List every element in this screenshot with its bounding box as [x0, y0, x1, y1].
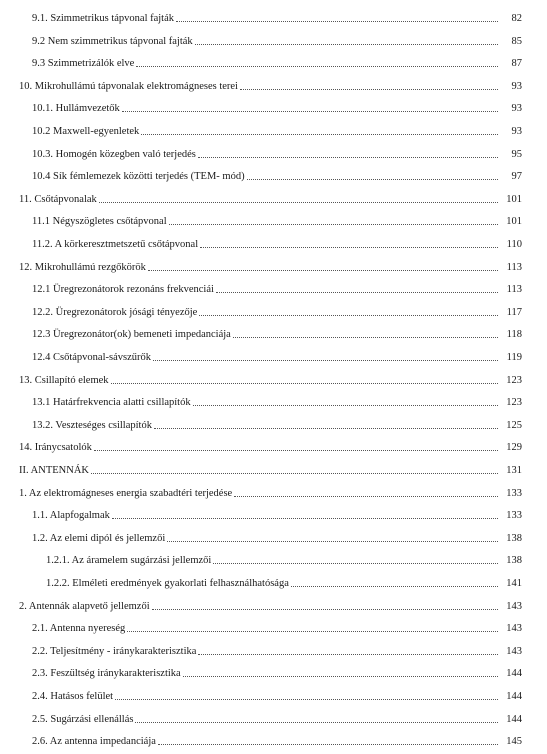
dot-leader	[154, 428, 498, 429]
dot-leader	[247, 179, 498, 180]
toc-entry-title: 11.2. A körkeresztmetszetű csőtápvonal	[32, 239, 199, 250]
dot-leader	[122, 111, 498, 112]
toc-entry-title: 12.1 Üregrezonátorok rezonáns frekvenciái	[32, 284, 214, 296]
toc-entry[interactable]	[0, 478, 547, 500]
toc-entry-title: 13.2. Veszteséges csillapítók	[32, 419, 152, 431]
dot-leader	[213, 563, 498, 564]
toc-entry-page-number: 125	[506, 419, 522, 431]
toc-entry-title: 12.4 Csőtápvonal-sávszűrők	[32, 352, 151, 363]
dot-leader	[141, 134, 498, 135]
toc-entry-title: 1.2.2. Elméleti eredmények gyakorlati felhasználhatósága	[46, 578, 289, 589]
dot-leader	[198, 157, 498, 158]
toc-entry[interactable]	[0, 523, 547, 545]
toc-entry-title: 11. Csőtápvonalak	[19, 193, 97, 205]
toc-entry-page-number: 101	[506, 216, 522, 228]
toc-entry-title: 10.2 Maxwell-egyenletek	[32, 126, 140, 137]
toc-entry[interactable]	[0, 342, 547, 364]
toc-entry[interactable]	[0, 455, 547, 477]
toc-entry-title: 2.5. Sugárzási ellenállás	[32, 713, 134, 725]
dot-leader	[91, 473, 498, 474]
dot-leader	[99, 202, 498, 203]
toc-entry-page-number: 143	[506, 645, 522, 657]
dot-leader	[115, 699, 498, 700]
dot-leader	[216, 292, 498, 293]
toc-entry-title: 1.2. Az elemi dipól és jellemzői	[32, 532, 166, 544]
toc-entry-title: 10.1. Hullámvezetők	[32, 103, 120, 115]
toc-entry-page-number: 117	[506, 306, 522, 318]
toc-entry[interactable]	[0, 206, 547, 228]
toc-entry-page-number: 87	[511, 58, 522, 70]
dot-leader	[234, 496, 498, 497]
toc-entry[interactable]	[0, 681, 547, 703]
toc-entry[interactable]	[0, 545, 547, 567]
toc-entry[interactable]	[0, 704, 547, 726]
toc-entry[interactable]	[0, 568, 547, 590]
toc-entry-page-number: 118	[506, 329, 522, 341]
dot-leader	[127, 631, 498, 632]
toc-entry[interactable]	[0, 71, 547, 93]
toc-entry-title: 14. Iránycsatolók	[19, 442, 92, 454]
toc-entry-title: 1.1. Alapfogalmak	[32, 510, 110, 522]
dot-leader	[233, 337, 498, 338]
toc-entry-page-number: 101	[506, 193, 522, 205]
toc-entry-page-number: 141	[506, 578, 522, 589]
toc-entry-page-number: 138	[506, 555, 522, 567]
toc-entry[interactable]	[0, 613, 547, 635]
toc-entry-page-number: 113	[506, 261, 522, 273]
toc-entry-page-number: 144	[506, 691, 522, 702]
toc-entry-page-number: 131	[506, 465, 522, 476]
toc-entry[interactable]	[0, 658, 547, 680]
toc-entry-title: 9.1. Szimmetrikus tápvonal fajták	[32, 13, 175, 24]
toc-entry-title: 2. Antennák alapvető jellemzői	[19, 600, 150, 612]
dot-leader	[136, 66, 498, 67]
toc-entry-page-number: 93	[511, 126, 522, 137]
toc-entry[interactable]	[0, 229, 547, 251]
toc-entry-title: 13. Csillapító elemek	[19, 374, 109, 386]
toc-entry-page-number: 119	[506, 352, 522, 363]
toc-entry[interactable]	[0, 116, 547, 138]
toc-entry[interactable]	[0, 319, 547, 341]
toc-entry[interactable]	[0, 274, 547, 296]
toc-entry[interactable]	[0, 26, 547, 48]
toc-entry-page-number: 123	[506, 397, 522, 409]
dot-leader	[195, 44, 498, 45]
dot-leader	[200, 247, 498, 248]
toc-entry-page-number: 110	[506, 239, 522, 250]
toc-entry-page-number: 143	[506, 600, 522, 612]
toc-entry-page-number: 129	[506, 442, 522, 454]
toc-entry[interactable]	[0, 252, 547, 274]
dot-leader	[199, 315, 498, 316]
toc-entry-title: 2.4. Hatásos felület	[32, 691, 114, 702]
dot-leader	[169, 224, 498, 225]
toc-entry-page-number: 133	[506, 510, 522, 522]
toc-entry-page-number: 138	[506, 532, 522, 544]
toc-entry-page-number: 133	[506, 487, 522, 499]
toc-entry-page-number: 144	[506, 713, 522, 725]
toc-entry-title: 13.1 Határfrekvencia alatti csillapítók	[32, 397, 191, 409]
dot-leader	[198, 654, 498, 655]
toc-entry[interactable]	[0, 726, 547, 748]
toc-entry-title: 2.6. Az antenna impedanciája	[32, 736, 156, 748]
toc-entry-title: 2.2. Teljesítmény - iránykarakterisztika	[32, 645, 197, 657]
dot-leader	[148, 270, 498, 271]
dot-leader	[152, 609, 498, 610]
toc-entry[interactable]	[0, 387, 547, 409]
toc-entry-page-number: 123	[506, 374, 522, 386]
dot-leader	[94, 450, 498, 451]
toc-entry-title: 12.3 Üregrezonátor(ok) bemeneti impedanciája	[32, 329, 231, 341]
dot-leader	[291, 586, 498, 587]
toc-entry-page-number: 144	[506, 668, 522, 680]
toc-entry-title: 10.3. Homogén közegben való terjedés	[32, 148, 196, 160]
toc-entry-page-number: 85	[511, 35, 522, 47]
toc-entry[interactable]	[0, 365, 547, 387]
toc-entry[interactable]	[0, 410, 547, 432]
toc-entry[interactable]	[0, 3, 547, 25]
toc-entry[interactable]	[0, 500, 547, 522]
dot-leader	[112, 518, 498, 519]
toc-entry-page-number: 82	[511, 13, 522, 24]
toc-entry-title: II. ANTENNÁK	[19, 465, 89, 476]
dot-leader	[135, 722, 498, 723]
toc-entry[interactable]	[0, 93, 547, 115]
toc-entry[interactable]	[0, 432, 547, 454]
toc-entry-title: 1.2.1. Az áramelem sugárzási jellemzői	[46, 555, 212, 567]
toc-entry-title: 10. Mikrohullámú tápvonalak elektromágneses terei	[19, 80, 238, 92]
toc-entry-page-number: 97	[511, 171, 522, 183]
toc-entry[interactable]	[0, 636, 547, 658]
toc-entry-title: 12. Mikrohullámú rezgőkörök	[19, 261, 146, 273]
dot-leader	[240, 89, 498, 90]
dot-leader	[183, 676, 498, 677]
toc-entry-title: 1. Az elektromágneses energia szabadtéri terjedése	[19, 487, 233, 499]
toc-entry-title: 10.4 Sík fémlemezek közötti terjedés (TEM- mód)	[32, 171, 245, 183]
toc-entry-page-number: 93	[511, 103, 522, 115]
toc-entry[interactable]	[0, 161, 547, 183]
toc-entry-title: 12.2. Üregrezonátorok jósági tényezője	[32, 306, 198, 318]
toc-entry[interactable]	[0, 591, 547, 613]
toc-entry[interactable]	[0, 184, 547, 206]
dot-leader	[111, 383, 498, 384]
toc-entry[interactable]	[0, 48, 547, 70]
toc-entry-page-number: 93	[511, 80, 522, 92]
toc-entry[interactable]	[0, 297, 547, 319]
toc-entry-page-number: 113	[506, 284, 522, 296]
dot-leader	[167, 541, 498, 542]
dot-leader	[158, 744, 498, 745]
toc-entry-title: 11.1 Négyszögletes csőtápvonal	[32, 216, 167, 228]
toc-entry-page-number: 95	[511, 148, 522, 160]
dot-leader	[193, 405, 498, 406]
toc-entry-page-number: 145	[506, 736, 522, 748]
dot-leader	[176, 21, 498, 22]
toc-entry-page-number: 143	[506, 623, 522, 635]
toc-entry-title: 9.2 Nem szimmetrikus tápvonal fajták	[32, 35, 193, 47]
toc-entry-title: 2.1. Antenna nyereség	[32, 623, 126, 635]
toc-entry-title: 2.3. Feszültség iránykarakterisztika	[32, 668, 181, 680]
dot-leader	[153, 360, 498, 361]
toc-entry[interactable]	[0, 139, 547, 161]
toc-entry-title: 9.3 Szimmetrizálók elve	[32, 58, 135, 70]
